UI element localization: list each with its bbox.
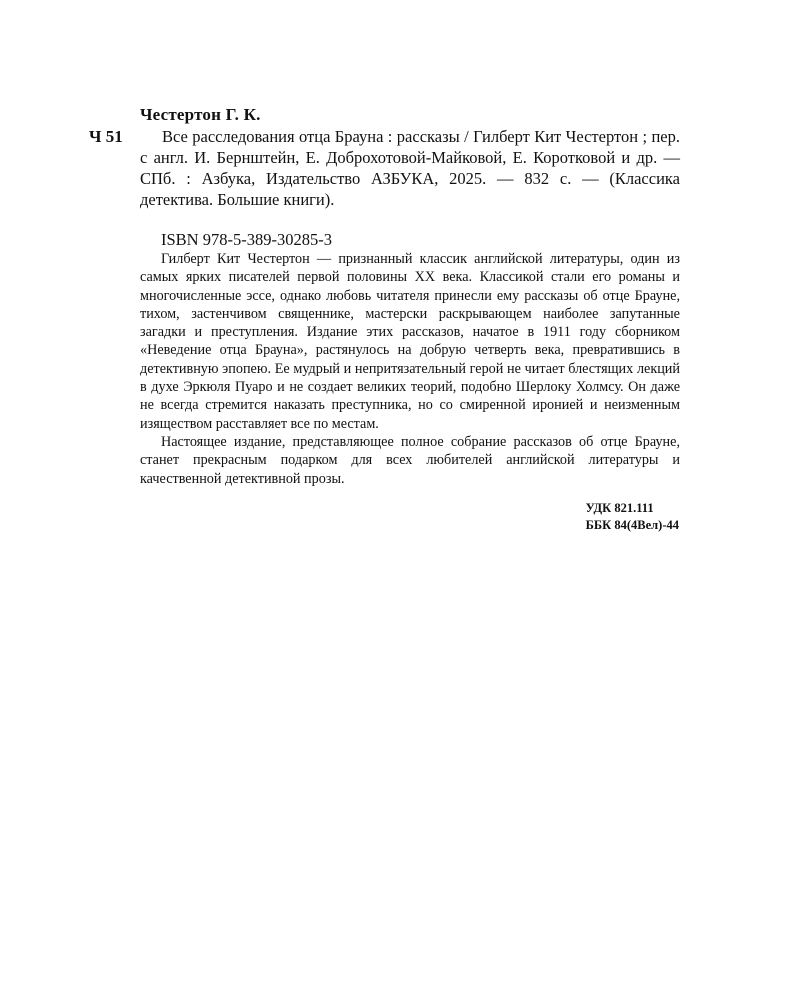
annotation-paragraph-2: Настоящее издание, представляющее полное собрание рассказов об отце Брауне, станет прекрасным подарком для всех любителей английской литературы и качественной детективной прозы. — [140, 433, 680, 487]
bbk-code: ББК 84(4Вел)-44 — [585, 518, 679, 532]
classification-codes — [586, 500, 679, 534]
isbn: ISBN 978-5-389-30285-3 — [161, 230, 332, 249]
udk-code: УДК 821.111 — [585, 501, 654, 515]
annotation-paragraph-1: Гилберт Кит Честертон — признанный классик английской литературы, один из самых ярких писателей первой половины XX века. Классикой стали его романы и многочисленные эссе, однако любовь читателя принесли ему рассказы об отце Брауне, тихом, застенчивом священнике, мастерски раскрывающем наиболее запутанные загадки и преступления. Издание этих рассказов, начатое в 1911 году сборником «Неведение отца Брауна», растянулось на добрую четверть века, превратившись в детективную эпопею. Ее мудрый и непритязательный герой не читает блестящих лекций в духе Эркюля Пуаро и не создает великих теорий, подобно Шерлоку Холмсу. Он даже не всегда стремится наказать преступника, но со смиренной иронией и неизменным изяществом расставляет все по местам. — [140, 251, 680, 432]
bibliographic-description — [140, 126, 680, 210]
shelf-mark: Ч 51 — [89, 127, 123, 146]
bibliographic-description-text: Все расследования отца Брауна : рассказы / Гилберт Кит Честертон ; пер. с англ. И. Бернштейн, Е. Доброхотовой-Майковой, Е. Коротковой и др. — СПб. : Азбука, Издательство АЗБУКА, 2025. — 832 с. — (Классика детектива. Большие книги). — [140, 127, 680, 209]
author-heading: Честертон Г. К. — [140, 105, 261, 124]
annotation — [140, 250, 680, 488]
